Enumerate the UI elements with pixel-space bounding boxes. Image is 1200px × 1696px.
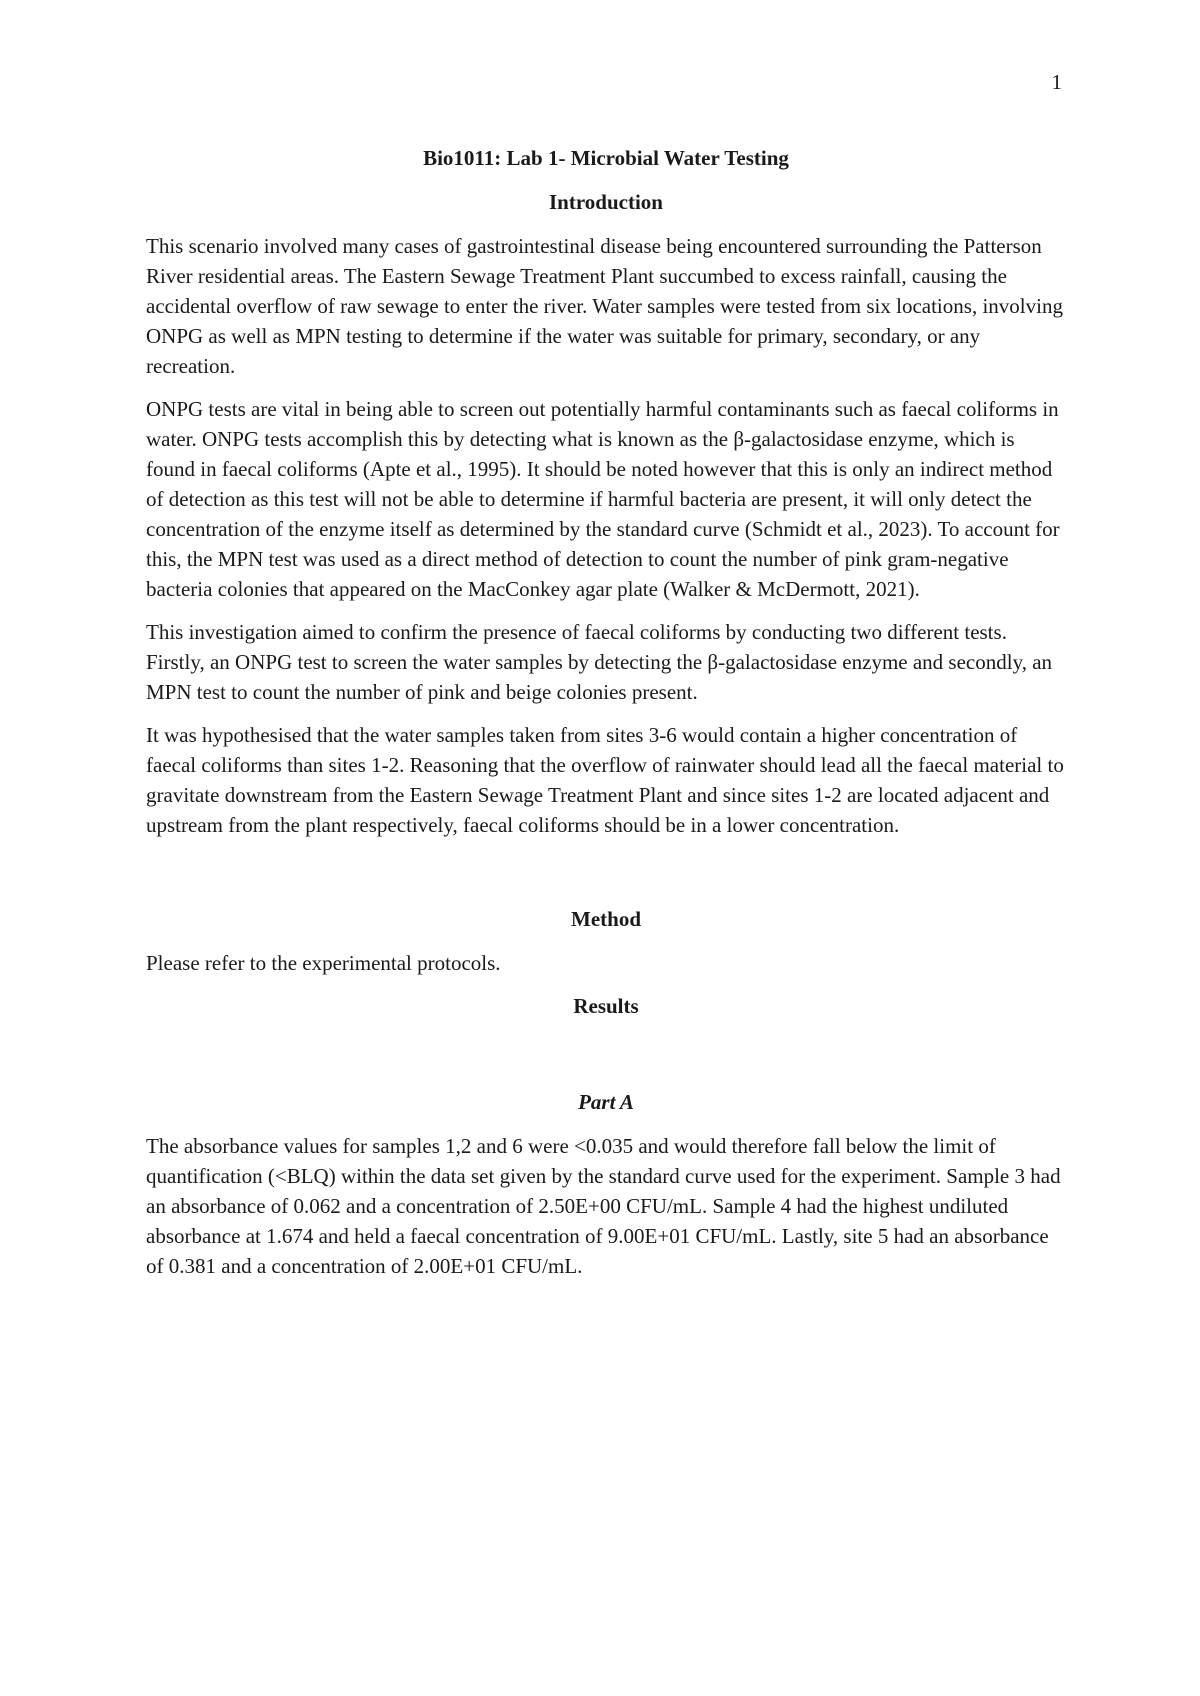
spacer [146, 853, 1066, 904]
page-number: 1 [1051, 70, 1062, 94]
document-title: Bio1011: Lab 1- Microbial Water Testing [423, 146, 789, 170]
introduction-paragraph-1: This scenario involved many cases of gastrointestinal disease being encountered surrounding the Patterson River residential areas. The Eastern Sewage Treatment Plant succumbed to excess rainfall, causing the accidental overflow of raw sewage to enter the river. Water samples were tested from six locations, involving ONPG as well as MPN testing to determine if the water was suitable for primary, secondary, or any recreation. [146, 234, 1063, 378]
spacer [146, 1035, 1066, 1087]
method-paragraph: Please refer to the experimental protocols. [146, 951, 501, 975]
introduction-paragraph-4: It was hypothesised that the water samples taken from sites 3-6 would contain a higher concentration of faecal coliforms than sites 1-2. Reasoning that the overflow of rainwater should lead all the faecal material to gravitate downstream from the Eastern Sewage Treatment Plant and since sites 1-2 are located adjacent and upstream from the plant respectively, faecal coliforms should be in a lower concentration. [146, 723, 1064, 837]
introduction-paragraph-2: ONPG tests are vital in being able to screen out potentially harmful contaminants such as faecal coliforms in water. ONPG tests accomplish this by detecting what is known as the β-galactosidase enzyme, which is found in faecal coliforms (Apte et al., 1995). It should be noted however that this is only an indirect method of detection as this test will not be able to determine if harmful bacteria are present, it will only detect the concentration of the enzyme itself as determined by the standard curve (Schmidt et al., 2023). To account for this, the MPN test was used as a direct method of detection to count the number of pink gram-negative bacteria colonies that appeared on the MacConkey agar plate (Walker & McDermott, 2021). [146, 397, 1060, 601]
part-a-paragraph: The absorbance values for samples 1,2 and 6 were <0.035 and would therefore fall below the limit of quantification (<BLQ) within the data set given by the standard curve used for the experiment. Sample 3 had an absorbance of 0.062 and a concentration of 2.50E+00 CFU/mL. Sample 4 had the highest undiluted absorbance at 1.674 and held a faecal concentration of 9.00E+01 CFU/mL. Lastly, site 5 had an absorbance of 0.381 and a concentration of 2.00E+01 CFU/mL. [146, 1134, 1061, 1278]
introduction-heading: Introduction [549, 190, 663, 214]
document-body [146, 143, 1066, 1294]
introduction-paragraph-3: This investigation aimed to confirm the presence of faecal coliforms by conducting two different tests. Firstly, an ONPG test to screen the water samples by detecting the β-galactosidase enzyme and secondly, an MPN test to count the number of pink and beige colonies present. [146, 620, 1053, 704]
results-heading: Results [573, 994, 639, 1018]
part-a-heading: Part A [578, 1090, 634, 1114]
method-heading: Method [571, 907, 641, 931]
